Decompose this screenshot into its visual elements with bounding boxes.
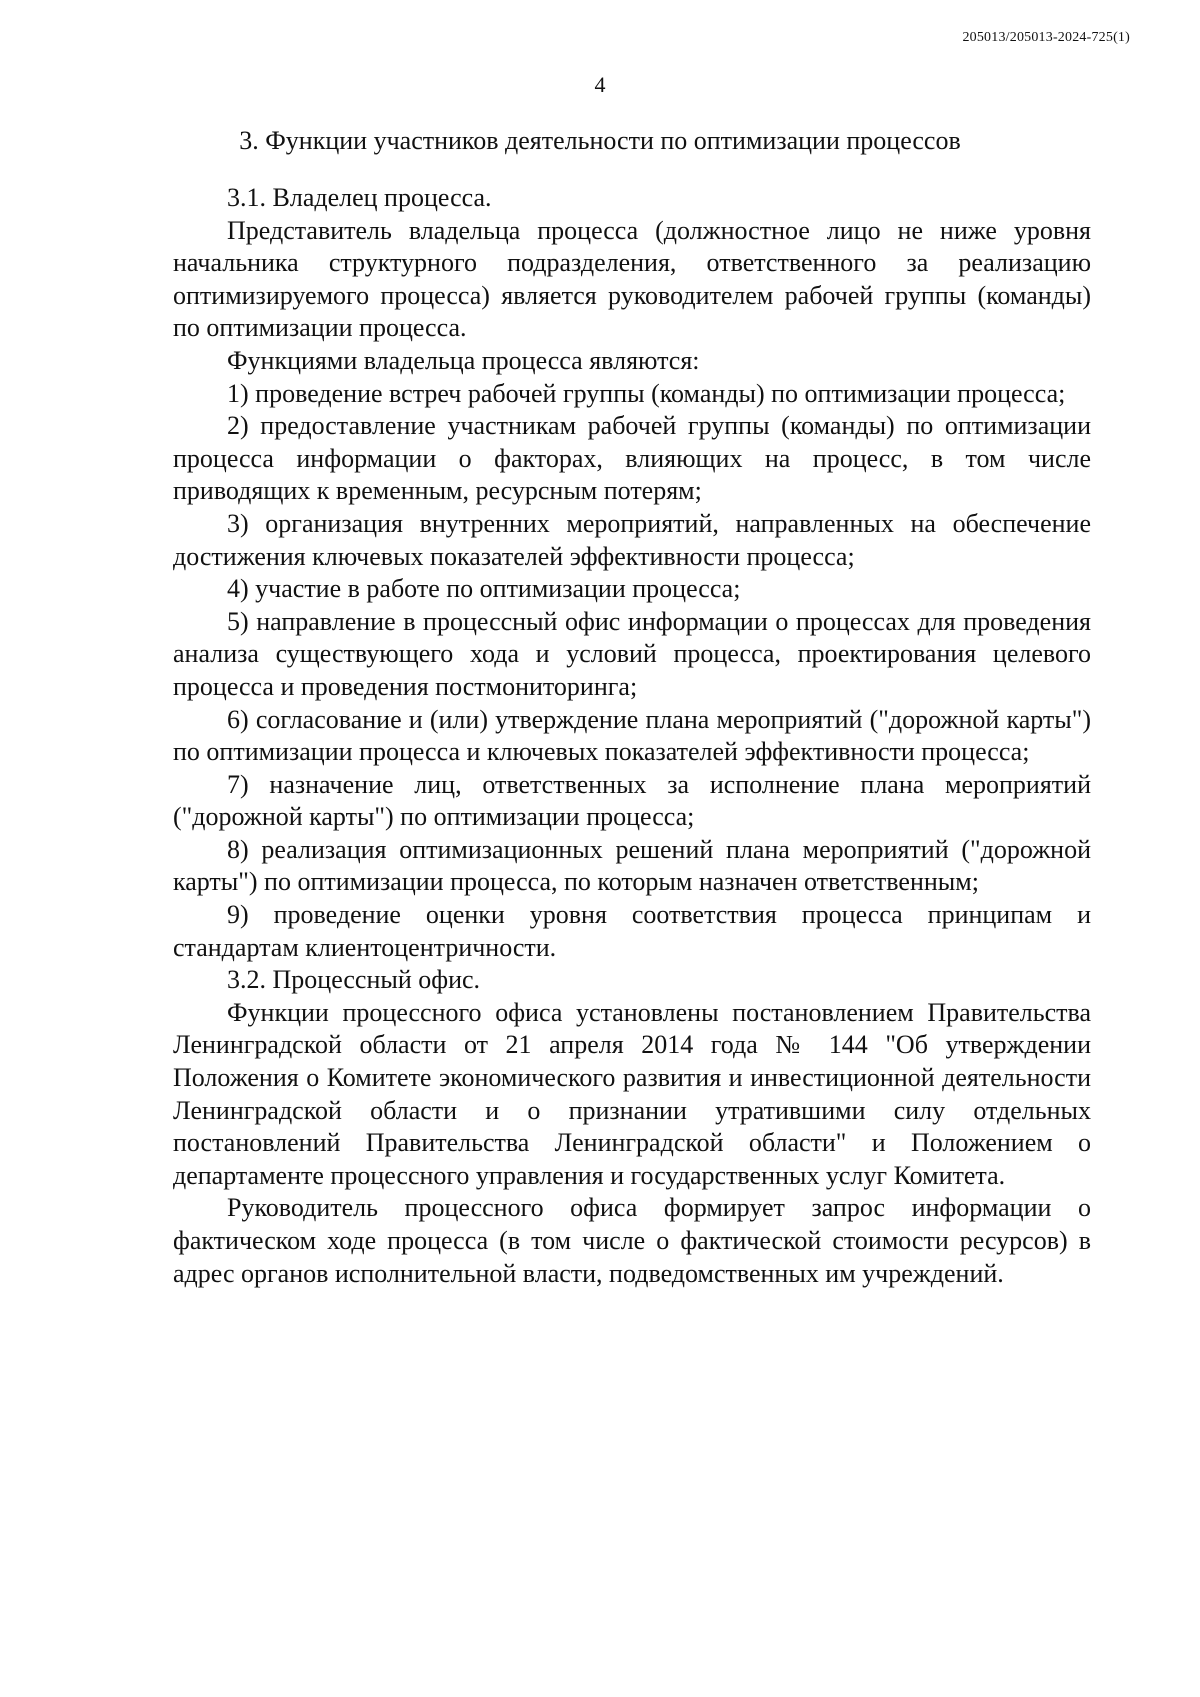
page-number: 4 <box>594 72 606 97</box>
subsection-heading: 3.1. Владелец процесса. <box>227 183 492 212</box>
list-item: 7) назначение лиц, ответственных за исполнение плана мероприятий ("дорожной карты") по оптимизации процесса; <box>173 769 1091 832</box>
document-id: 205013/205013-2024-725(1) <box>962 30 1130 45</box>
list-item: 2) предоставление участникам рабочей группы (команды) по оптимизации процесса информации о факторах, влияющих на процесс, в том числе приводящих к временным, ресурсным потерям; <box>173 411 1091 506</box>
list-item: 1) проведение встреч рабочей группы (команды) по оптимизации процесса; <box>227 378 1066 408</box>
list-item: 8) реализация оптимизационных решений плана мероприятий ("дорожной карты") по оптимизации процесса, по которым назначен ответственным; <box>173 834 1091 897</box>
paragraph: Функциями владельца процесса являются: <box>227 345 700 375</box>
list-item: 5) направление в процессный офис информации о процессах для проведения анализа существующего хода и условий процесса, проектирования целевого процесса и проведения постмониторинга; <box>173 606 1091 701</box>
list-item: 3) организация внутренних мероприятий, направленных на обеспечение достижения ключевых показателей эффективности процесса; <box>173 508 1091 571</box>
list-item: 4) участие в работе по оптимизации процесса; <box>227 574 741 604</box>
section-heading: 3. Функции участников деятельности по оптимизации процессов <box>239 126 961 155</box>
subsection-heading: 3.2. Процессный офис. <box>227 965 481 995</box>
document-body <box>173 182 1091 1290</box>
list-item: 9) проведение оценки уровня соответствия процесса принципам и стандартам клиентоцентричности. <box>173 900 1091 962</box>
paragraph: Руководитель процессного офиса формирует запрос информации о фактическом ходе процесса (в том числе о фактической стоимости ресурсов) в адрес органов исполнительной власти, подведомственных им учреждений. <box>173 1193 1091 1288</box>
list-item: 6) согласование и (или) утверждение плана мероприятий ("дорожной карты") по оптимизации процесса и ключевых показателей эффективности процесса; <box>173 704 1091 767</box>
paragraph: Представитель владельца процесса (должностное лицо не ниже уровня начальника структурного подразделения, ответственного за реализацию оптимизируемого процесса) является руководителем рабочей группы (команды) по оптимизации процесса. <box>173 215 1091 343</box>
paragraph: Функции процессного офиса установлены постановлением Правительства Ленинградской области от 21 апреля 2014 года № 144 "Об утверждении Положения о Комитете экономического развития и инвестиционной деятельности Ленинградской области и о признании утратившими силу отдельных постановлений Правительства Ленинградской области" и Положением о департаменте процессного управления и государственных услуг Комитета. <box>173 997 1091 1190</box>
